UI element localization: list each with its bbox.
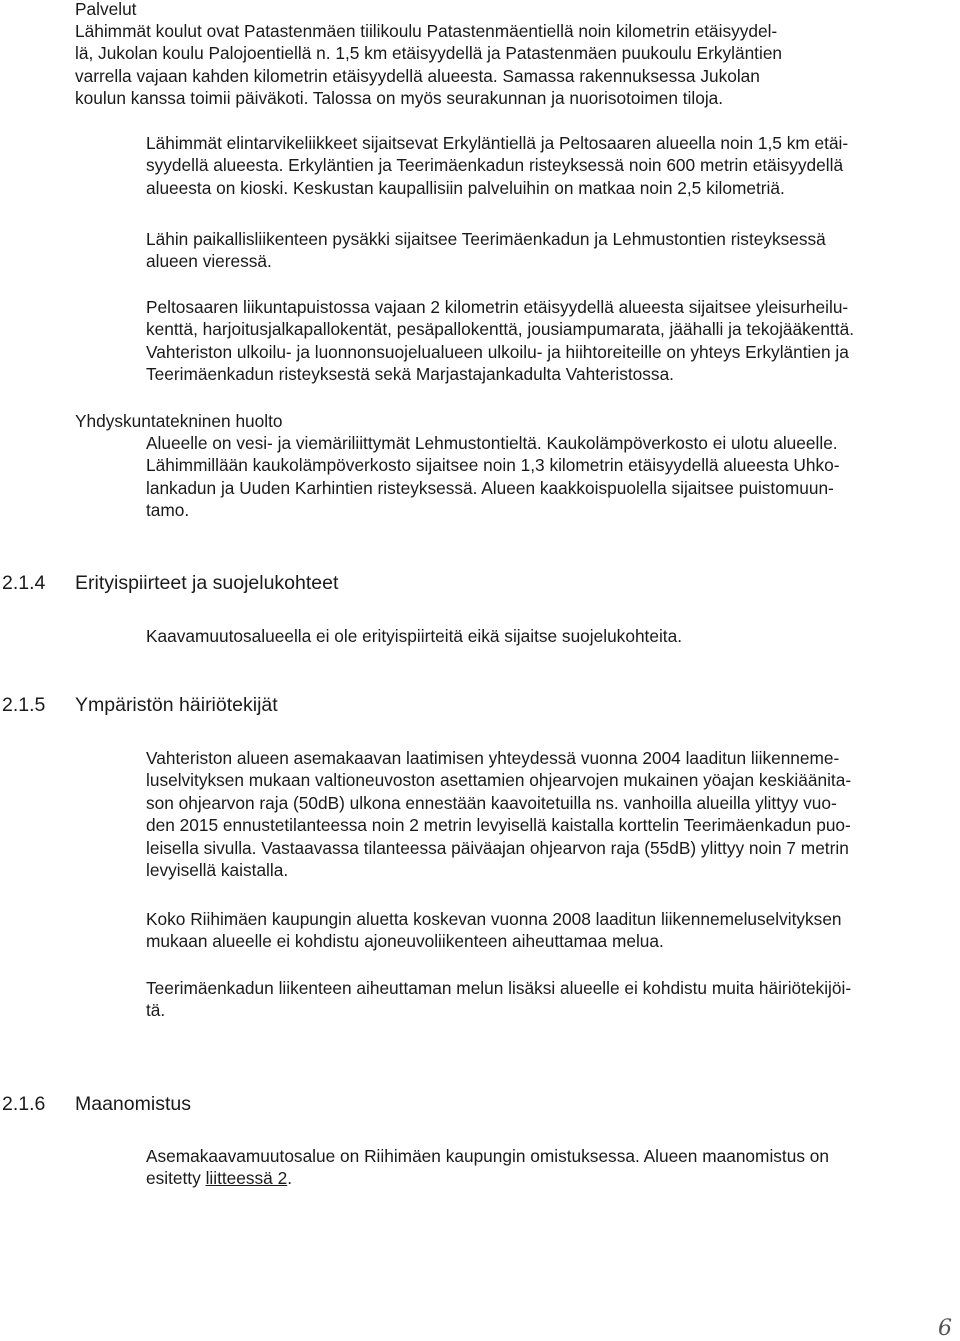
text-line: syydellä alueesta. Erkyläntien ja Teerimäenkadun risteyksessä noin 600 metrin etäisyydellä (146, 155, 844, 176)
text-line: lä, Jukolan koulu Palojoentiellä n. 1,5 km etäisyydellä ja Patastenmäen puukoulu Erkyläntien (75, 43, 783, 64)
palvelut-paragraph-4 (146, 296, 960, 386)
text-line: Peltosaaren liikuntapuistossa vajaan 2 kilometrin etäisyydellä alueesta sijaitsee yleisurheilu- (146, 297, 849, 317)
section-2-1-5-paragraph-2 (146, 908, 960, 953)
section-2-1-4-paragraph (146, 625, 682, 647)
attachment-2-link[interactable]: liitteessä 2 (205, 1168, 288, 1189)
text-line (146, 1167, 960, 1189)
text-line: mukaan alueelle ei kohdistu ajoneuvoliikenteen aiheuttamaa melua. (146, 931, 664, 952)
text-line: Vahteriston ulkoilu- ja luonnonsuojelualueen ulkoilu- ja hiihtoreiteille on yhteys Erkyläntien ja (146, 341, 849, 362)
palvelut-paragraph-3 (146, 228, 960, 273)
section-2-1-6-paragraph (146, 1145, 960, 1190)
huolto-paragraph-1 (146, 432, 960, 522)
page-number: 6 (938, 1316, 952, 1341)
section-2-1-5-paragraph-3 (146, 977, 960, 1022)
section-2-1-5-paragraph-1 (146, 747, 960, 881)
section-number-2-1-4: 2.1.4 (2, 572, 46, 594)
text-line: levyisellä kaistalla. (146, 860, 289, 881)
text-line: alueesta on kioski. Keskustan kaupallisiin palveluihin on matkaa noin 2,5 kilometriä. (146, 177, 785, 198)
heading-palvelut-text: Palvelut (75, 0, 137, 19)
text-line: son ohjearvon raja (50dB) ulkona ennestään kaavoitetuilla ns. vanhoilla alueilla ylittyy vuo- (146, 792, 837, 813)
text-line: leisella sivulla. Vastaavassa tilanteessa päiväajan ohjearvon raja (55dB) ylittyy noin 7 metrin (146, 837, 849, 858)
text-line: Koko Riihimäen kaupungin aluetta koskevan vuonna 2008 laaditun liikennemeluselvityksen (146, 909, 842, 929)
section-title-2-1-6: Maanomistus (75, 1093, 191, 1115)
text-fragment: . (287, 1168, 293, 1189)
text-line: Teerimäenkadun risteyksestä sekä Marjastajankadulta Vahteristossa. (146, 364, 674, 385)
text-line: tamo. (146, 500, 190, 521)
text-line: koulun kanssa toimii päiväkoti. Talossa on myös seurakunnan ja nuorisotoimen tiloja. (75, 88, 724, 109)
text-line: alueen vieressä. (146, 251, 272, 272)
section-title-2-1-5: Ympäristön häiriötekijät (75, 694, 278, 716)
heading-palvelut (75, 0, 136, 20)
heading-huolto-text: Yhdyskuntatekninen huolto (75, 411, 283, 431)
section-number-2-1-5: 2.1.5 (2, 694, 46, 716)
text-line: tä. (146, 1000, 166, 1021)
palvelut-paragraph-2 (146, 132, 960, 199)
heading-huolto (75, 410, 283, 432)
text-line: Asemakaavamuutosalue on Riihimäen kaupungin omistuksessa. Alueen maanomistus on (146, 1146, 829, 1166)
text-fragment: esitetty (146, 1168, 206, 1189)
section-title-2-1-4: Erityispiirteet ja suojelukohteet (75, 572, 339, 594)
text-line: varrella vajaan kahden kilometrin etäisyydellä alueesta. Samassa rakennuksessa Jukolan (75, 65, 760, 86)
text-line: Lähimmät elintarvikeliikkeet sijaitsevat Erkyläntiellä ja Peltosaaren alueella noin 1,5 km etäi- (146, 133, 849, 153)
text-line: Kaavamuutosalueella ei ole erityispiirteitä eikä sijaitse suojelukohteita. (146, 626, 683, 646)
text-line: kenttä, harjoitusjalkapallokentät, pesäpallokenttä, jousiampumarata, jäähalli ja tekojääkenttä. (146, 319, 855, 340)
section-number-2-1-6: 2.1.6 (2, 1093, 46, 1115)
text-line: lankadun ja Uuden Karhintien risteyksessä. Alueen kaakkoispuolella sijaitsee puistomuun- (146, 477, 834, 498)
text-line: Lähimmillään kaukolämpöverkosto sijaitsee noin 1,3 kilometrin etäisyydellä alueesta Uhko- (146, 455, 840, 476)
text-line: den 2015 ennustetilanteessa noin 2 metrin levyisellä kaistalla korttelin Teerimäenkadun puo- (146, 815, 851, 836)
palvelut-paragraph-1 (75, 20, 960, 110)
text-line: Alueelle on vesi- ja viemäriliittymät Lehmustontieltä. Kaukolämpöverkosto ei ulotu alueelle. (146, 433, 838, 453)
text-line: Teerimäenkadun liikenteen aiheuttaman melun lisäksi alueelle ei kohdistu muita häiriötekijöi- (146, 978, 852, 998)
text-line: Lähin paikallisliikenteen pysäkki sijaitsee Teerimäenkadun ja Lehmustontien risteyksessä (146, 229, 826, 249)
text-line: Vahteriston alueen asemakaavan laatimisen yhteydessä vuonna 2004 laaditun liikenneme- (146, 748, 840, 768)
text-line: luselvityksen mukaan valtioneuvoston asettamien ohjearvojen mukainen yöajan keskiäänita- (146, 770, 852, 791)
text-line: Lähimmät koulut ovat Patastenmäen tiilikoulu Patastenmäentiellä noin kilometrin etäisyydel- (75, 21, 778, 41)
